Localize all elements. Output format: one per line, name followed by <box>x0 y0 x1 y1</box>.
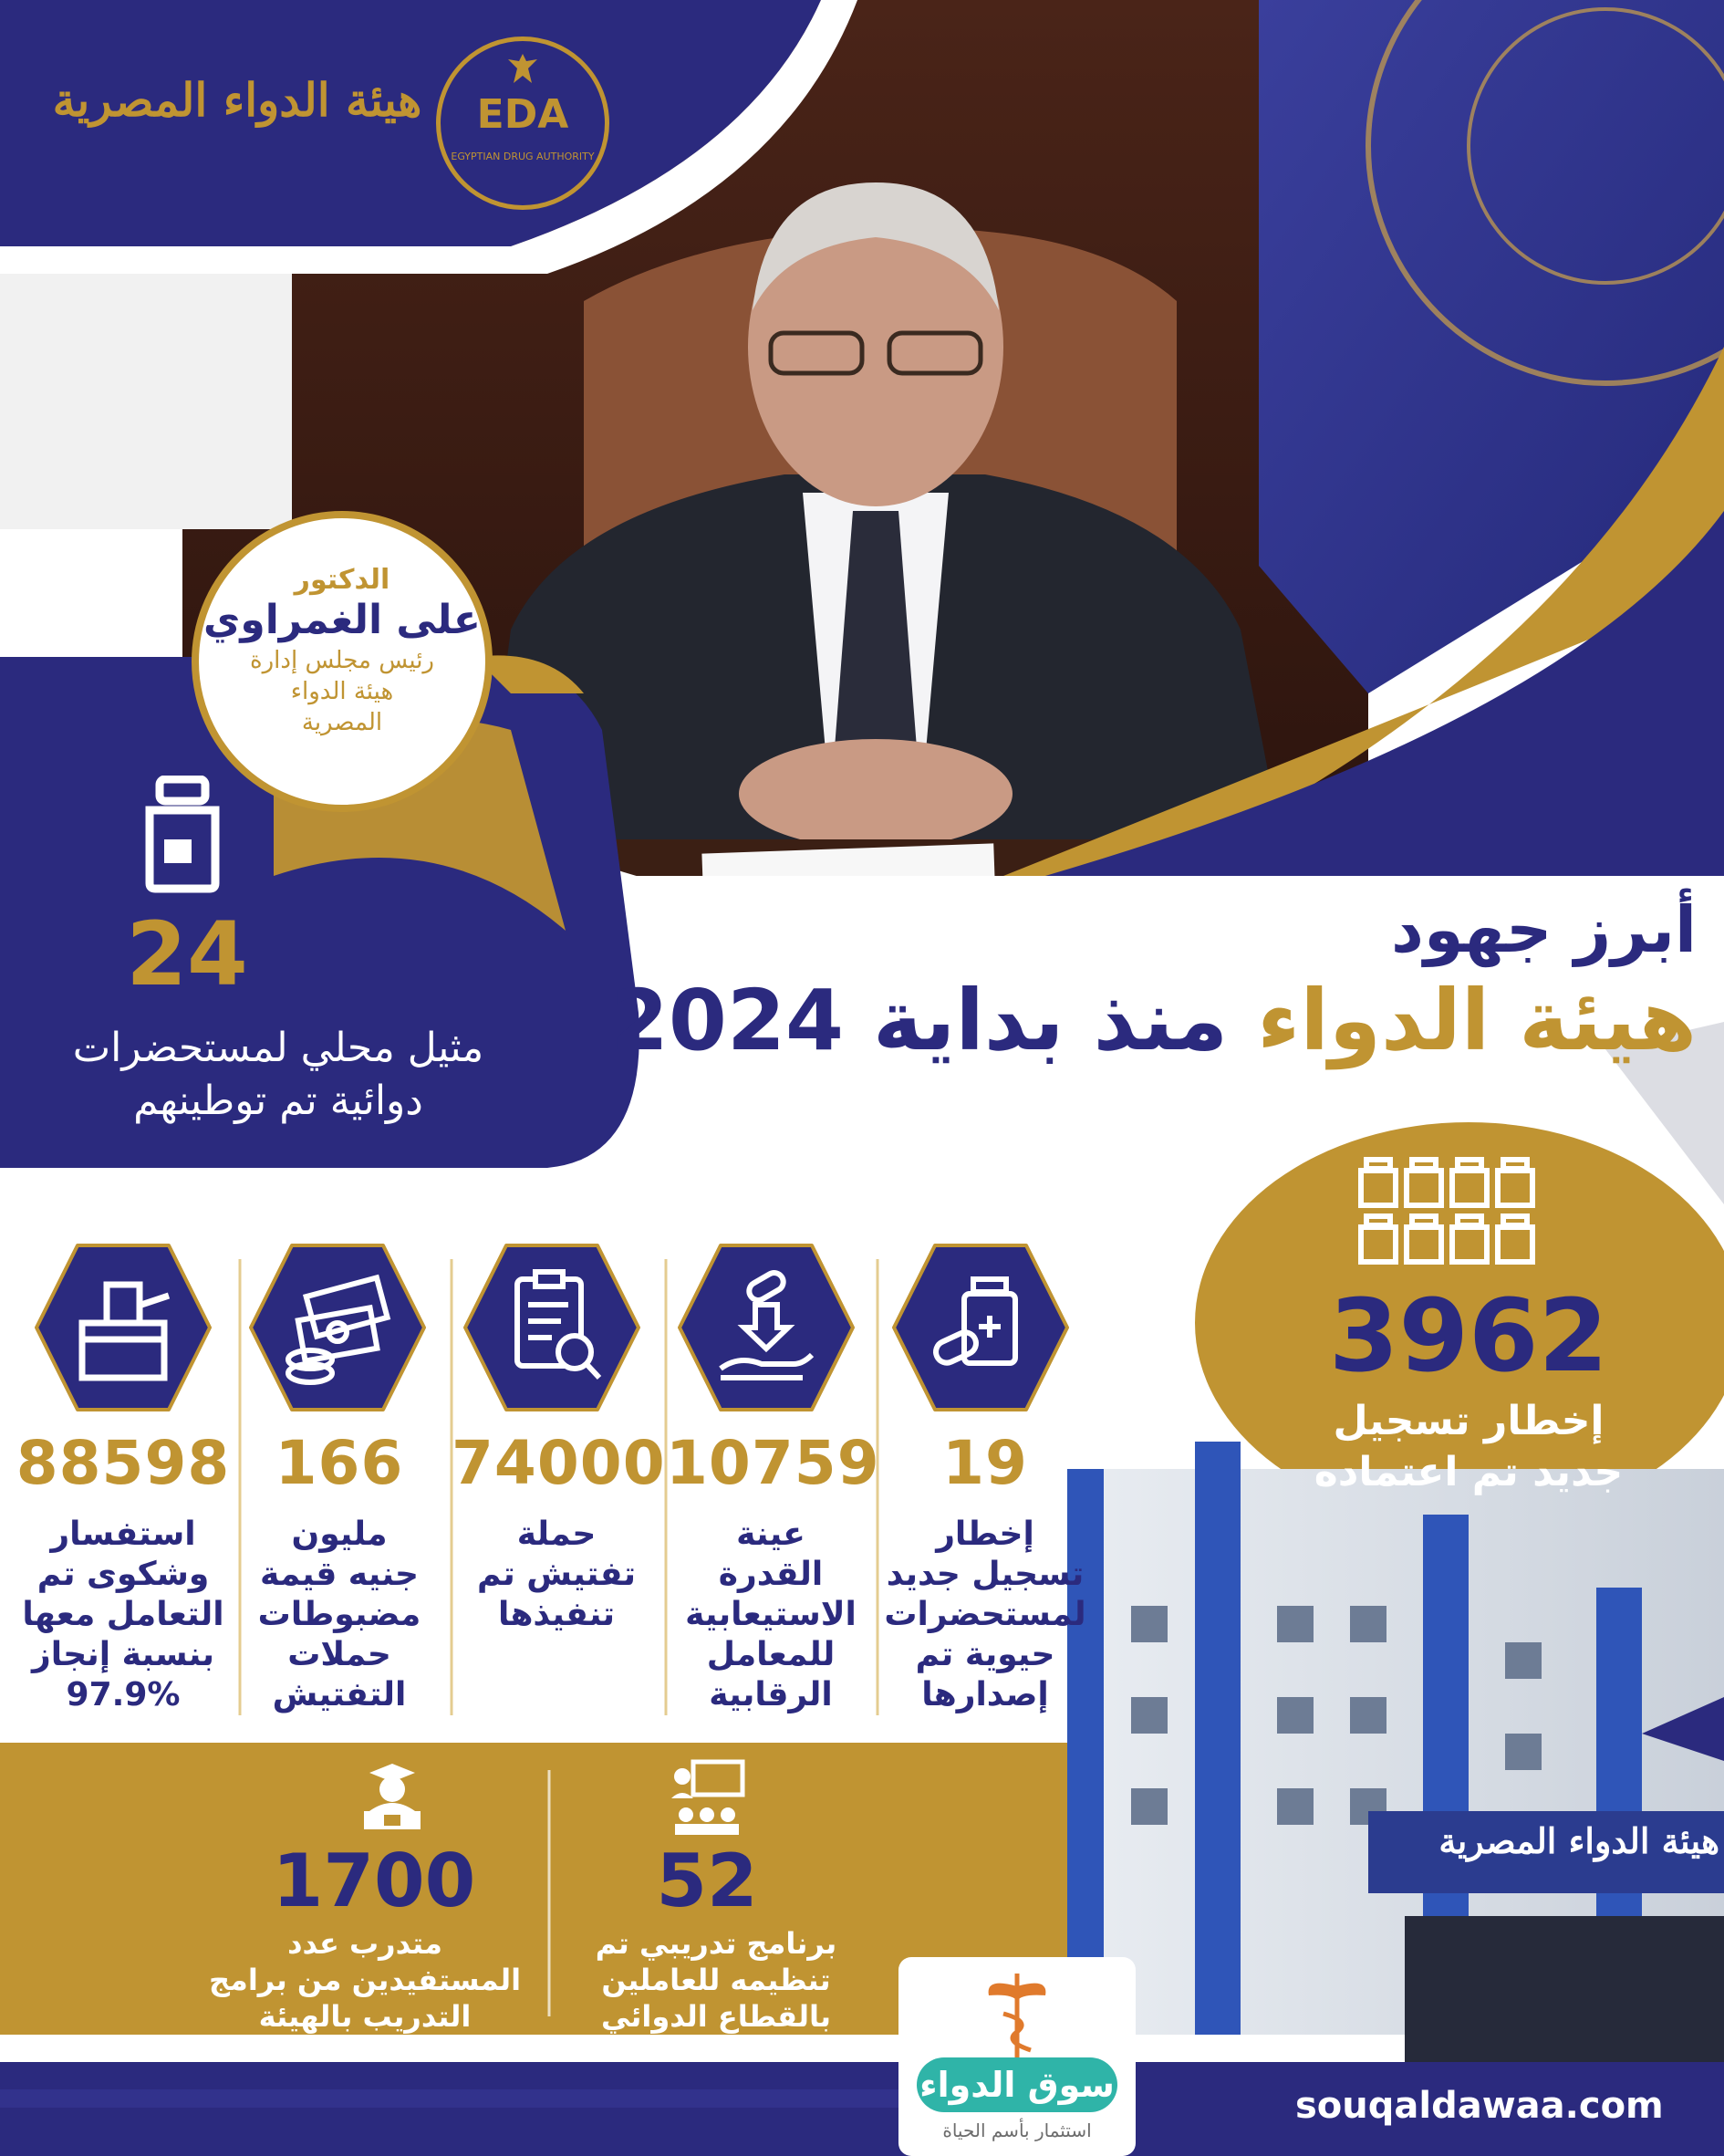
seal-abbr: EDA <box>476 91 569 138</box>
trainee-laptop-icon <box>351 1756 433 1838</box>
stat-3-line: القدرة <box>718 1556 824 1593</box>
stat-0-line: بنسبة إنجاز <box>32 1636 214 1673</box>
eda-seal <box>436 36 609 210</box>
feature-left-caption <box>9 1022 547 1128</box>
person-role-line3: المصرية <box>301 709 383 736</box>
feature-left-number: 24 <box>126 903 248 1005</box>
training-1-line: برنامج تدريبي تم <box>595 1926 837 1961</box>
stat-0-hex <box>32 1241 214 1414</box>
feature-left-line2: دوائية تم توطينهم <box>133 1078 423 1124</box>
bottles-group-icon <box>1350 1154 1542 1273</box>
stat-2-number: 74000 <box>452 1428 666 1498</box>
stat-3-line: الرقابية <box>709 1676 833 1713</box>
person-badge <box>192 511 493 812</box>
stat-2-line: تفتيش تم <box>477 1556 636 1593</box>
headline-agency: هيئة الدواء <box>1257 972 1697 1069</box>
person-role-line1: رئيس مجلس إدارة <box>250 647 434 674</box>
headline <box>566 890 1697 1072</box>
stat-0-line: 97.9% <box>66 1676 181 1713</box>
stat-2-label <box>452 1515 661 1635</box>
brand-logo <box>898 1957 1136 2156</box>
training-0-line: متدرب عدد <box>287 1926 442 1961</box>
brand-name: سوق الدواء <box>917 2057 1117 2112</box>
header-logo-text <box>36 73 438 127</box>
training-0-label <box>182 1925 547 2035</box>
person-role-line2: هيئة الدواء <box>290 678 394 705</box>
headline-year: 2024 <box>609 972 844 1069</box>
caduceus-icon <box>985 1968 1049 2068</box>
headline-since: منذ بداية <box>873 972 1229 1069</box>
training-1-label <box>566 1925 867 2035</box>
feature-right-line2: جديد تم اعتماده <box>1314 1449 1624 1495</box>
stat-0-line: استفسار <box>50 1515 196 1553</box>
stat-2-line: حملة <box>516 1515 597 1553</box>
stat-2-line: تنفيذها <box>497 1596 616 1633</box>
training-1-line: بالقطاع الدوائي <box>601 1999 831 2034</box>
stat-3-line: الاستيعابية <box>685 1596 857 1633</box>
person-title: الدكتور <box>294 564 390 596</box>
stat-1-line: مليون <box>291 1515 388 1553</box>
stat-3-hex <box>675 1241 857 1414</box>
stat-1-line: جنيه قيمة <box>260 1556 419 1593</box>
stat-1-line: التفتيش <box>272 1676 407 1713</box>
feature-right-line1: إخطار تسجيل <box>1333 1398 1605 1444</box>
training-0-number: 1700 <box>272 1838 476 1923</box>
stat-1-line: حملات <box>287 1636 391 1673</box>
training-0-line: المستفيدين من برامج <box>208 1963 522 1997</box>
stat-3-line: عينة <box>736 1515 805 1553</box>
feature-left-line1: مثيل محلي لمستحضرات <box>72 1025 484 1071</box>
stat-3-line: للمعامل <box>706 1636 836 1673</box>
training-1-line: تنظيمه للعاملين <box>601 1963 831 1997</box>
stat-4-hex <box>889 1241 1072 1414</box>
stat-4-line: إخطار <box>936 1515 1034 1553</box>
feature-right-caption <box>1213 1396 1724 1498</box>
stat-2-hex <box>461 1241 643 1414</box>
website-link[interactable]: souqaldawaa.com <box>1295 2085 1664 2127</box>
stat-1-label <box>239 1515 440 1715</box>
stat-0-line: التعامل معها <box>22 1596 224 1633</box>
stat-1-hex <box>246 1241 429 1414</box>
person-name: على الغمراوي <box>203 597 481 643</box>
seal-text: EGYPTIAN DRUG AUTHORITY <box>451 151 595 162</box>
stat-0-label <box>14 1515 233 1715</box>
logo-text: هيئة الدواء المصرية <box>52 73 422 127</box>
stat-3-number: 10759 <box>666 1428 880 1498</box>
stat-4-line: حيوية تم <box>915 1636 1055 1673</box>
stat-4-label <box>880 1515 1090 1715</box>
stat-4-line: لمستحضرات <box>884 1596 1086 1633</box>
training-board-icon <box>666 1756 748 1838</box>
building-sign: هيئة الدواء المصرية <box>1438 1820 1719 1861</box>
stat-3-label <box>666 1515 876 1715</box>
feature-right-number: 3962 <box>1328 1277 1609 1394</box>
brand-tagline: استثمار بأسم الحياة <box>942 2120 1092 2141</box>
stat-4-line: تسجيل جديد <box>886 1556 1085 1593</box>
stat-1-number: 166 <box>275 1428 404 1498</box>
stat-4-line: إصدارها <box>921 1676 1049 1713</box>
training-0-line: التدريب بالهيئة <box>258 1999 472 2034</box>
medicine-bottle-icon <box>137 776 228 894</box>
stat-0-number: 88598 <box>16 1428 231 1498</box>
stat-0-line: وشكوى تم <box>36 1556 210 1593</box>
stat-4-number: 19 <box>942 1428 1028 1498</box>
headline-line1: أبرز جهود <box>1391 892 1697 967</box>
eagle-icon <box>506 52 539 85</box>
training-1-number: 52 <box>656 1838 758 1923</box>
stat-1-line: مضبوطات <box>257 1596 421 1633</box>
